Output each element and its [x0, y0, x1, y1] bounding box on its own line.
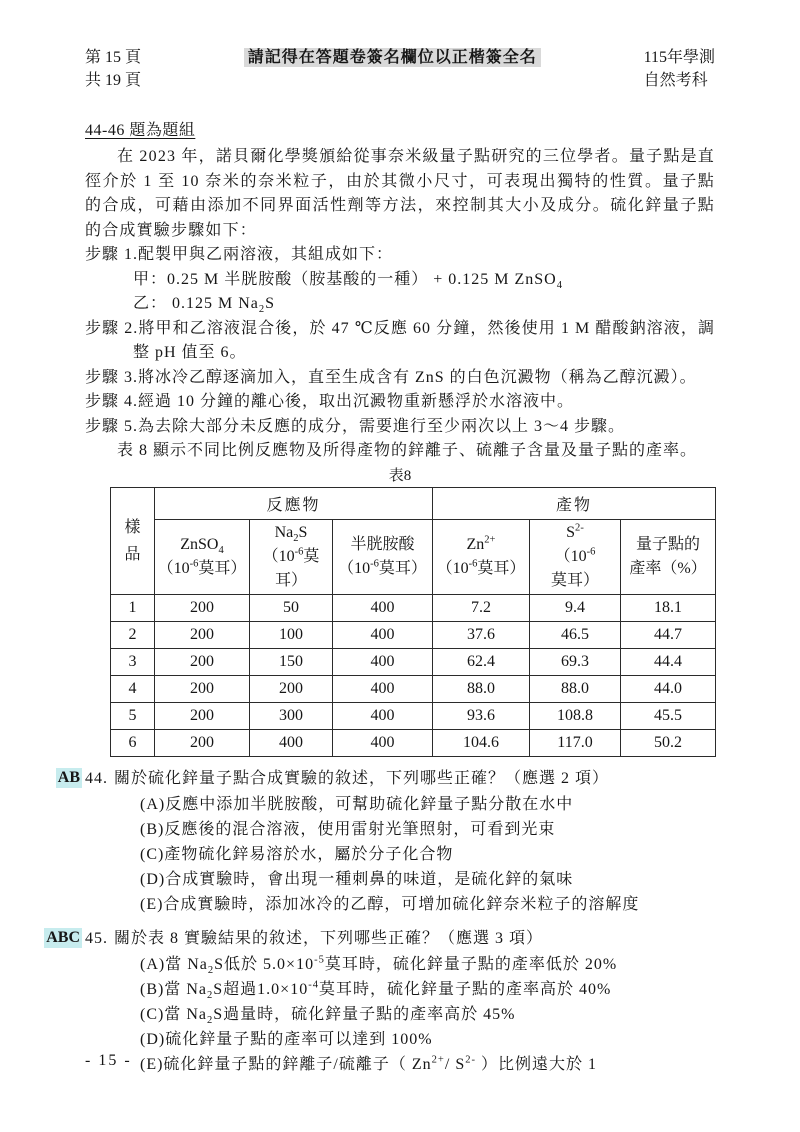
table-cell: 44.4 [621, 648, 716, 675]
table-cell: 1 [111, 594, 155, 621]
table-cell: 100 [250, 621, 333, 648]
table-cell: 46.5 [530, 621, 621, 648]
table-cell: 400 [333, 594, 433, 621]
table-cell: 400 [333, 675, 433, 702]
step-1: 步驟 1.配製甲與乙兩溶液，其組成如下： [85, 246, 394, 263]
col-header-zn-ion: $Zn^{2+}$ （$10^{-6}$莫耳） [433, 519, 530, 594]
table-8-caption: 表8 [388, 467, 412, 484]
option-c: (C)當 $Na_2S$過量時，硫化鋅量子點的產率高於 45% [140, 1005, 516, 1026]
table-cell: 6 [111, 729, 155, 756]
table-cell: 200 [155, 702, 250, 729]
question-stem-line [85, 926, 715, 952]
table-8 [110, 487, 716, 757]
table-cell: 5 [111, 702, 155, 729]
table-cell: 200 [155, 675, 250, 702]
signature-notice: 請記得在答題卷簽名欄位以正楷簽全名 [244, 48, 541, 67]
table-cell: 2 [111, 621, 155, 648]
table-row [111, 729, 716, 756]
exam-year-title: 115年學測 [643, 49, 715, 66]
exam-subject: 自然考科 [643, 72, 708, 89]
table-row [111, 648, 716, 675]
table-cell: 50.2 [621, 729, 716, 756]
table-subheader-row [111, 519, 716, 594]
table-cell: 9.4 [530, 594, 621, 621]
table-cell: 44.7 [621, 621, 716, 648]
option-b: (B)反應後的混合溶液，使用雷射光筆照射，可看到光束 [140, 820, 556, 838]
table-cell: 3 [111, 648, 155, 675]
page-number-total: 共 19 頁 [85, 72, 142, 89]
option-d: (D)合成實驗時，會出現一種刺鼻的味道，是硫化鋅的氣味 [140, 870, 574, 888]
step-1-solution-b: 乙： 0.125 M $Na_2S$ [133, 295, 276, 316]
option-b: (B)當 $Na_2S$超過$1.0\times 10^{-4}$莫耳時，硫化鋅量子點的產率高於 40% [140, 979, 612, 1001]
col-group-products: 產物 [433, 487, 716, 519]
exam-title-block [644, 46, 715, 92]
page-number-block [85, 46, 141, 92]
option-c: (C)產物硫化鋅易溶於水，屬於分子化合物 [140, 845, 454, 863]
table-cell: 200 [155, 621, 250, 648]
table-cell: 108.8 [530, 702, 621, 729]
question-45 [46, 926, 715, 1077]
question-44 [57, 766, 715, 917]
table-cell: 117.0 [530, 729, 621, 756]
col-header-yield: 量子點的 產率（%） [621, 519, 716, 594]
table-cell: 62.4 [433, 648, 530, 675]
table-cell: 400 [333, 702, 433, 729]
question-group-title: 44-46 題為題組 [85, 122, 196, 139]
step-5: 步驟 5.為去除大部分未反應的成分，需要進行至少兩次以上 3～4 步驟。 [85, 417, 626, 435]
step-2: 步驟 2.將甲和乙溶液混合後，於 47 ℃反應 60 分鐘，然後使用 1 M 醋酸鈉溶液，調整 pH 值至 6。 [85, 319, 715, 361]
col-group-reactants: 反應物 [155, 487, 433, 519]
option-e: (E)硫化鋅量子點的鋅離子/硫離子（ $Zn^{2+}/$ $S^{2-}$ ）比例遠大於 1 [140, 1054, 598, 1073]
step-1-solution-a: 甲：0.25 M 半胱胺酸（胺基酸的一種） + 0.125 M ZnSO$_4$ [133, 270, 563, 291]
table-cell: 18.1 [621, 594, 716, 621]
option-a: (A)當 $Na_2S$低於 $5.0\times 10^{-5}$莫耳時，硫化鋅量子點的產率低於 20% [140, 954, 618, 976]
table-cell: 400 [333, 621, 433, 648]
table-cell: 88.0 [530, 675, 621, 702]
table-row [111, 621, 716, 648]
table-cell: 300 [250, 702, 333, 729]
step-4: 步驟 4.經過 10 分鐘的離心後，取出沉澱物重新懸浮於水溶液中。 [85, 393, 575, 410]
table-row [111, 594, 716, 621]
question-stem: 關於表 8 實驗結果的敘述，下列哪些正確？（應選 3 項） [114, 929, 544, 947]
options-list [140, 792, 715, 917]
col-header-sample: 樣品 [111, 487, 155, 594]
table-cell: 200 [155, 729, 250, 756]
table-cell: 400 [333, 729, 433, 756]
table-cell: 4 [111, 675, 155, 702]
col-header-na2s: $Na_2S$ （$10^{-6}$莫耳） [250, 519, 333, 594]
table-8-description: 表 8 顯示不同比例反應物及所得產物的鋅離子、硫離子含量及量子點的產率。 [117, 442, 698, 459]
col-header-s-ion: $S^{2-}$ （$10^{-6}$莫耳） [530, 519, 621, 594]
table-cell: 45.5 [621, 702, 716, 729]
intro-paragraph: 在 2023 年，諾貝爾化學獎頒給從事奈米級量子點研究的三位學者。量子點是直徑介於 1 至 10 奈米的奈米粒子，由於其微小尺寸，可表現出獨特的性質。量子點的合成，可藉由添加不同界面活性劑等方法，來控制其大小及成分。硫化鋅量子點的合成實驗步驟如下： [85, 148, 715, 239]
option-d: (D)硫化鋅量子點的產率可以達到 100% [140, 1030, 433, 1048]
option-a: (A)反應中添加半胱胺酸，可幫助硫化鋅量子點分散在水中 [140, 795, 574, 813]
question-number: 45. [85, 929, 108, 947]
answer-key-badge: AB [57, 768, 80, 786]
col-header-cysteine: 半胱胺酸 （$10^{-6}$莫耳） [333, 519, 433, 594]
table-cell: 44.0 [621, 675, 716, 702]
question-stem: 關於硫化鋅量子點合成實驗的敘述，下列哪些正確？（應選 2 項） [114, 769, 610, 787]
table-group-header-row [111, 487, 716, 519]
table-cell: 37.6 [433, 621, 530, 648]
table-cell: 104.6 [433, 729, 530, 756]
page-header [85, 46, 715, 92]
table-cell: 400 [250, 729, 333, 756]
question-number: 44. [85, 769, 108, 787]
table-row [111, 702, 716, 729]
table-cell: 150 [250, 648, 333, 675]
option-e: (E)合成實驗時，添加冰冷的乙醇，可增加硫化鋅奈米粒子的溶解度 [140, 895, 640, 913]
table-row [111, 675, 716, 702]
page-footer: - 15 - [85, 1052, 132, 1069]
col-header-znso4: ZnSO$_4$ （$10^{-6}$莫耳） [155, 519, 250, 594]
page-number-current: 第 15 頁 [85, 49, 142, 66]
question-stem-line [85, 766, 715, 792]
table-cell: 93.6 [433, 702, 530, 729]
step-3: 步驟 3.將冰冷乙醇逐滴加入，直至生成含有 ZnS 的白色沉澱物（稱為乙醇沉澱）。 [85, 368, 697, 386]
options-list [140, 952, 715, 1077]
table-cell: 69.3 [530, 648, 621, 675]
answer-key-badge: ABC [46, 928, 80, 946]
table-cell: 200 [250, 675, 333, 702]
table-cell: 400 [333, 648, 433, 675]
table-cell: 200 [155, 648, 250, 675]
table-cell: 7.2 [433, 594, 530, 621]
table-cell: 50 [250, 594, 333, 621]
table-cell: 88.0 [433, 675, 530, 702]
table-cell: 200 [155, 594, 250, 621]
